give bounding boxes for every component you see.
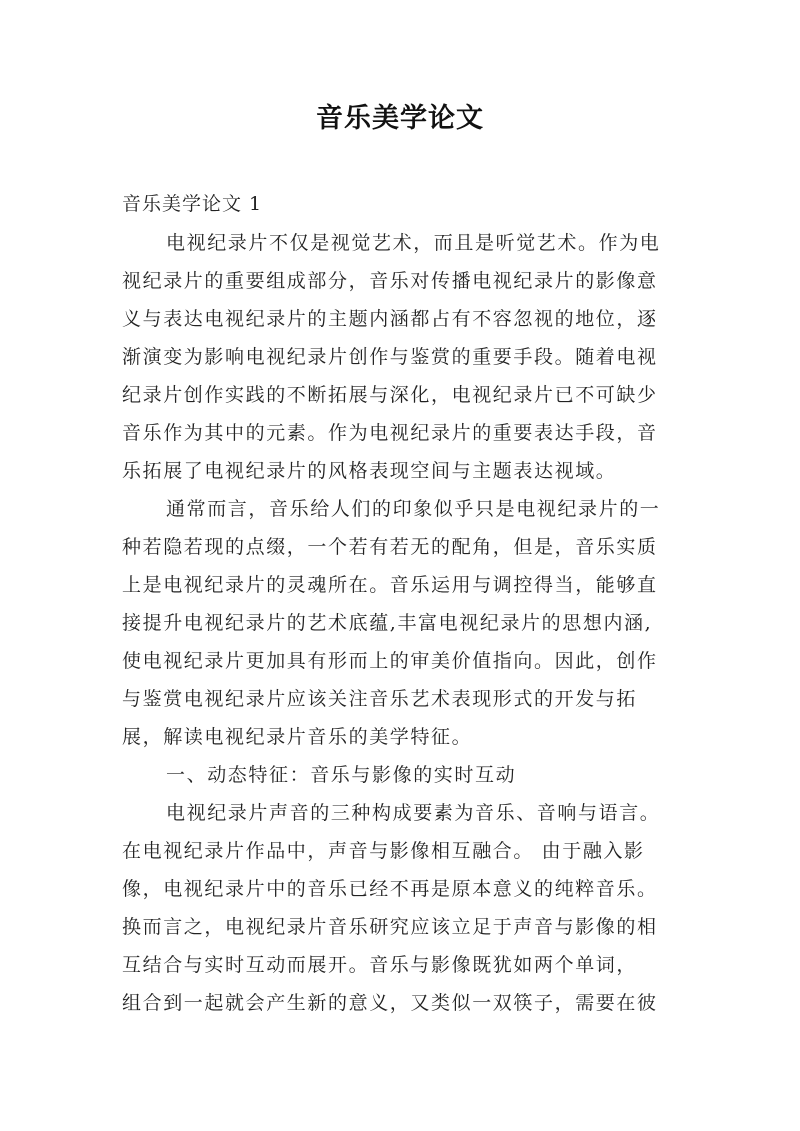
paragraph-line: 音乐作为其中的元素。作为电视纪录片的重要表达手段，音 xyxy=(122,422,658,444)
document-title: 音乐美学论文 xyxy=(316,103,484,134)
paragraph-line: 种若隐若现的点缀，一个若有若无的配角，但是，音乐实质 xyxy=(122,536,658,558)
paragraph-line: 组合到一起就会产生新的意义，又类似一双筷子，需要在彼 xyxy=(122,992,658,1014)
paragraph-line: 电视纪录片声音的三种构成要素为音乐、音响与语言。 xyxy=(166,802,661,824)
paragraph-line: 上是电视纪录片的灵魂所在。音乐运用与调控得当，能够直 xyxy=(122,574,658,596)
paragraph-line: 乐拓展了电视纪录片的风格表现空间与主题表达视域。 xyxy=(122,460,617,482)
paragraph-line: 与鉴赏电视纪录片应该关注音乐艺术表现形式的开发与拓 xyxy=(122,688,638,710)
paragraph-line: 接提升电视纪录片的艺术底蕴,丰富电视纪录片的思想内涵, xyxy=(122,612,653,634)
paragraph-line: 像，电视纪录片中的音乐已经不再是原本意义的纯粹音乐。 xyxy=(122,878,658,900)
paragraph-line: 义与表达电视纪录片的主题内涵都占有不容忽视的地位，逐 xyxy=(122,308,658,330)
paragraph-line: 展，解读电视纪录片音乐的美学特征。 xyxy=(122,726,473,748)
paragraph-line: 互结合与实时互动而展开。音乐与影像既犹如两个单词， xyxy=(122,954,638,976)
section-heading: 一、动态特征：音乐与影像的实时互动 xyxy=(166,764,517,786)
paragraph-line: 在电视纪录片作品中，声音与影像相互融合。 由于融入影 xyxy=(122,840,645,862)
paragraph-line: 视纪录片的重要组成部分，音乐对传播电视纪录片的影像意 xyxy=(122,270,658,292)
paragraph-line: 电视纪录片不仅是视觉艺术，而且是听觉艺术。作为电 xyxy=(166,232,661,254)
paragraph-line: 换而言之，电视纪录片音乐研究应该立足于声音与影像的相 xyxy=(122,916,658,938)
paragraph-line: 渐演变为影响电视纪录片创作与鉴赏的重要手段。随着电视 xyxy=(122,346,658,368)
paragraph-line: 纪录片创作实践的不断拓展与深化，电视纪录片已不可缺少 xyxy=(122,384,658,406)
section-subheading: 音乐美学论文 1 xyxy=(122,193,263,215)
paragraph-line: 通常而言，音乐给人们的印象似乎只是电视纪录片的一 xyxy=(166,498,661,520)
paragraph-line: 使电视纪录片更加具有形而上的审美价值指向。因此，创作 xyxy=(122,650,658,672)
